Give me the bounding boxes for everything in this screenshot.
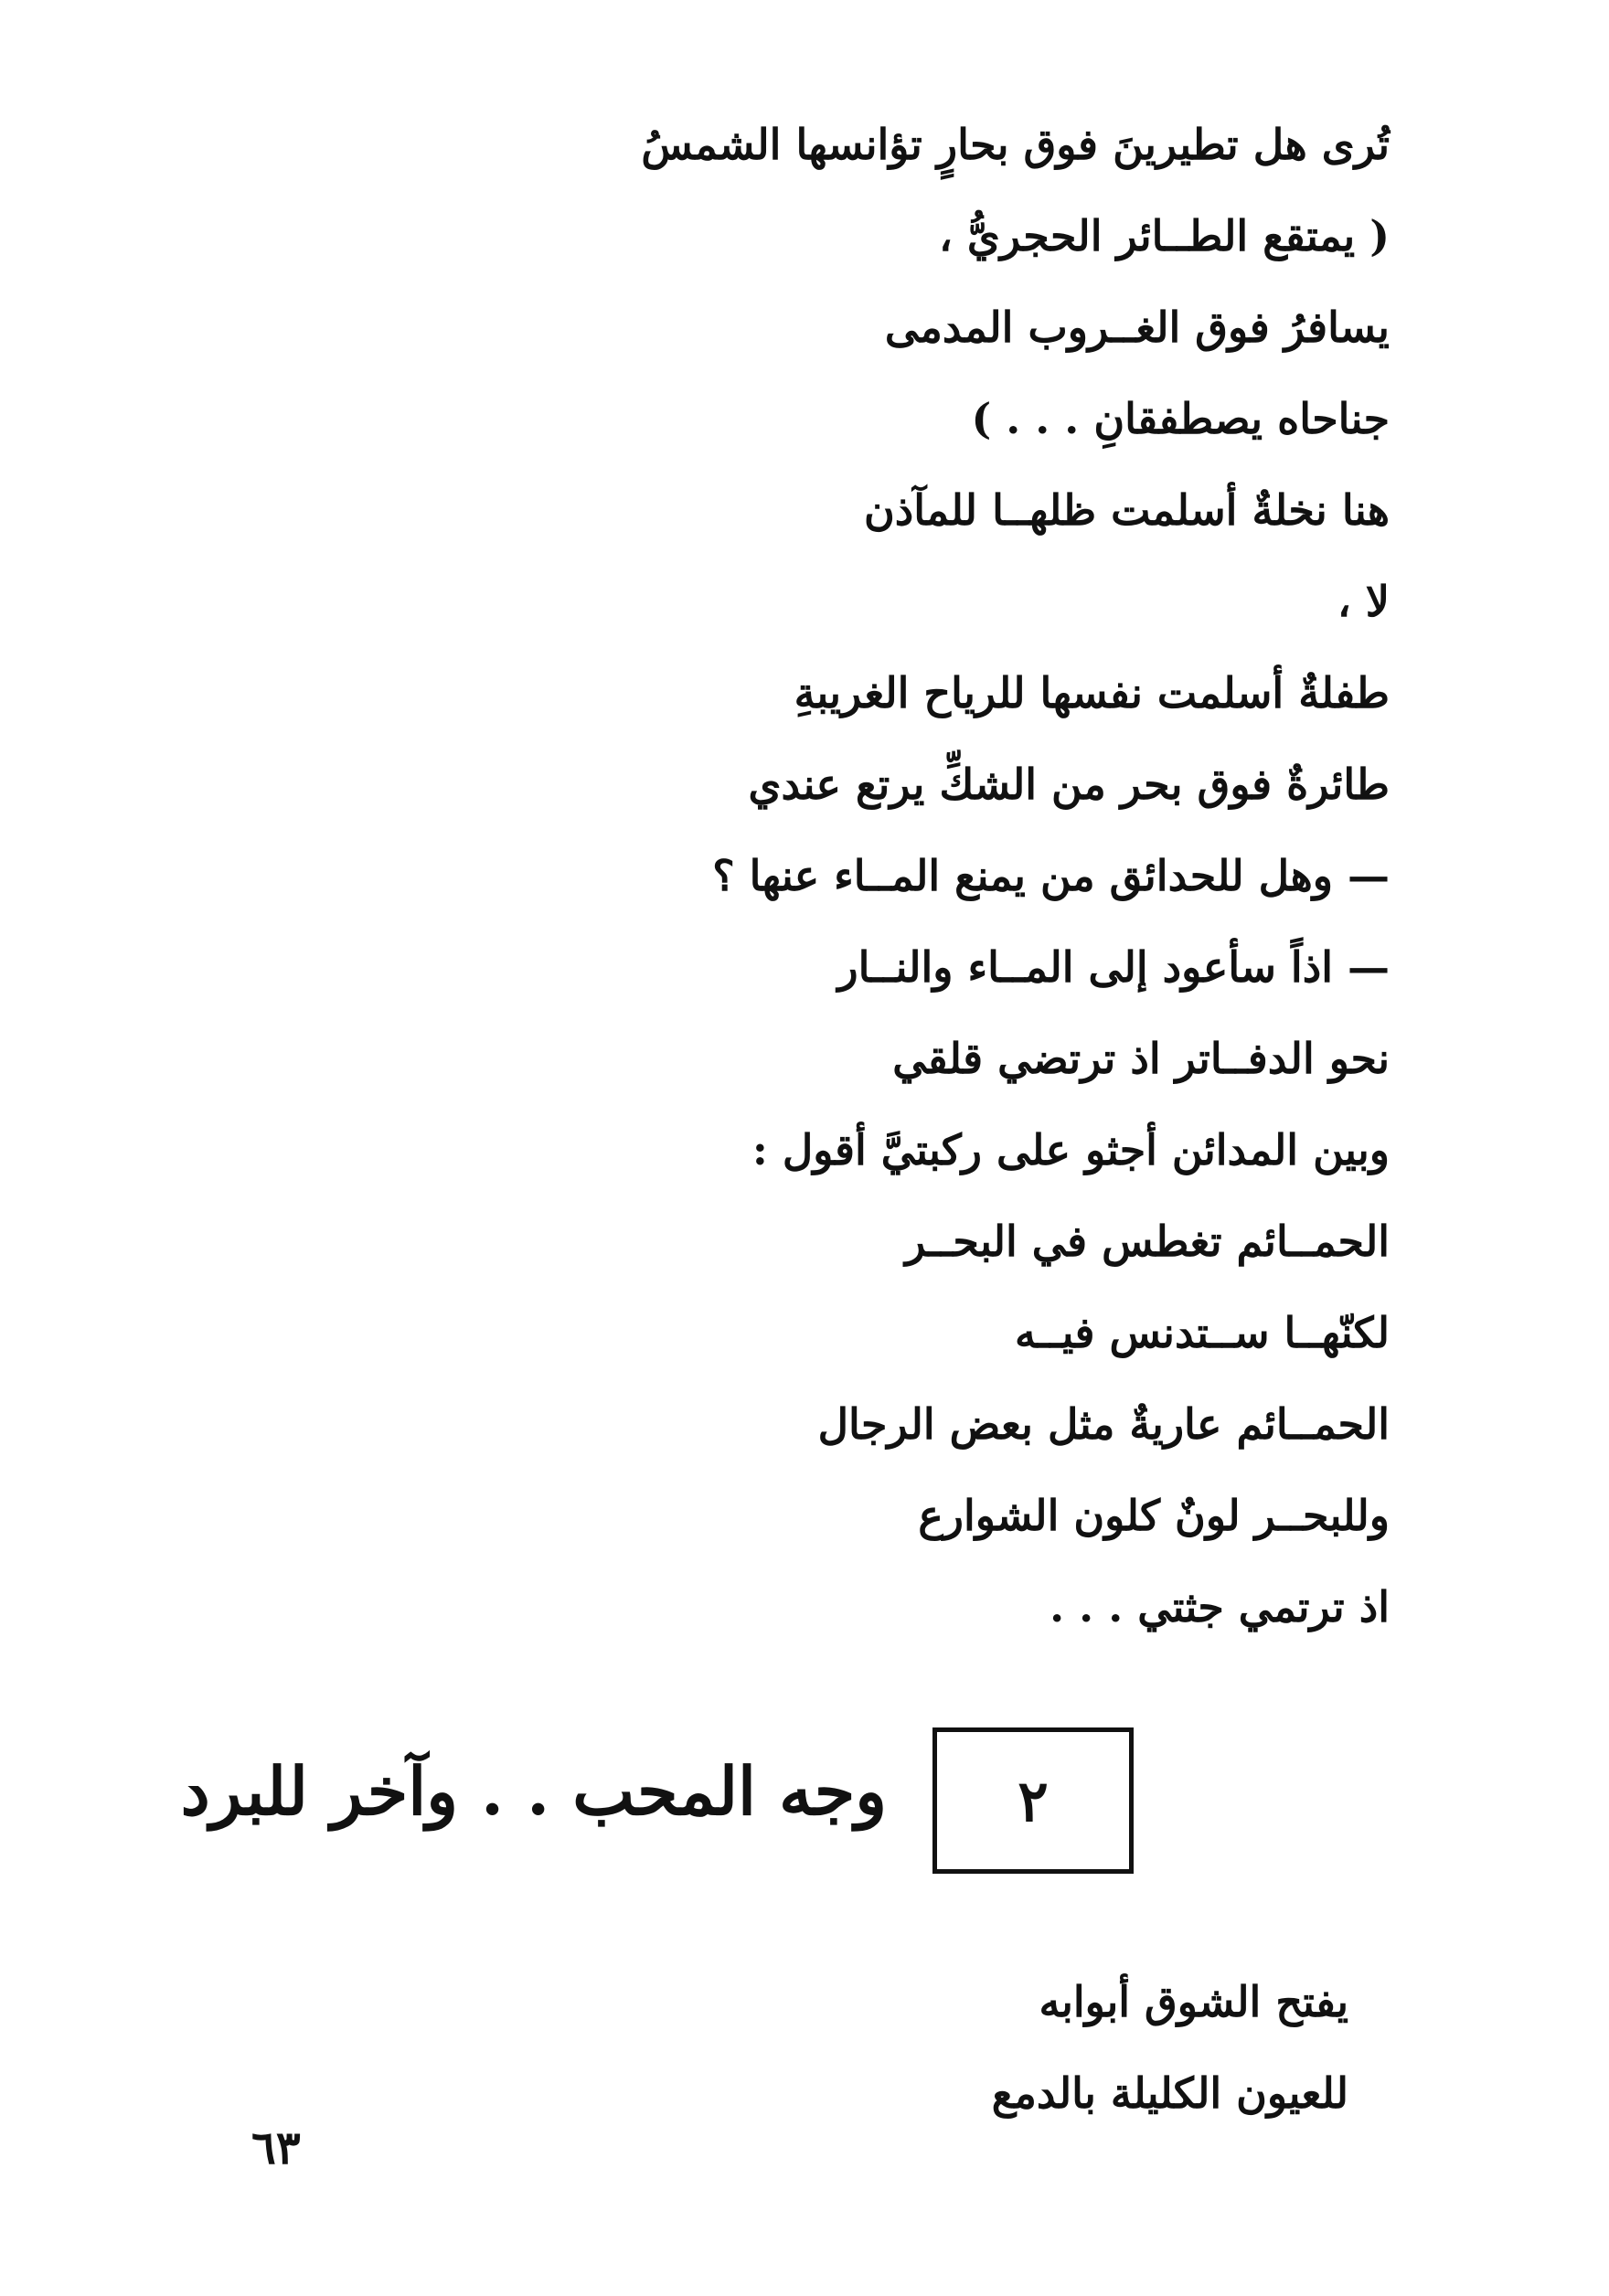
- poem-line: لكنّهــا ســتدنس فيــه: [1015, 1308, 1390, 1357]
- poem-line: لا ،: [1337, 577, 1390, 626]
- poem-line: تُرى هل تطيرينَ فوق بحارٍ تؤانسها الشمسُ: [641, 120, 1390, 169]
- section-number-box: [932, 1727, 1134, 1874]
- poem-line: للعيون الكليلة بالدمع: [991, 2068, 1348, 2118]
- poem-line: الحمــائم تغطس في البحــر: [905, 1217, 1390, 1266]
- poem-line: يفتح الشوق أبوابه: [1039, 1977, 1348, 2026]
- poem-stanza: [293, 99, 1390, 1653]
- poem-line: وللبحــر لونٌ كلون الشوارع: [918, 1491, 1390, 1540]
- section-number: ٢: [1018, 1767, 1049, 1834]
- poem-line: طائرةٌ فوق بحر من الشكِّ يرتع عندي: [748, 760, 1390, 809]
- poem-line: ( يمتقع الطــائر الحجريُّ ،: [939, 211, 1390, 260]
- poem-line: نحو الدفــاتر اذ ترتضي قلقي: [892, 1034, 1390, 1083]
- poem-line: جناحاه يصطفقانِ . . . ): [971, 394, 1390, 443]
- poem-line: هنا نخلةٌ أسلمت ظلهــا للمآذن: [863, 485, 1390, 535]
- page-number: ٦٣: [251, 2121, 301, 2174]
- poem-line: طفلةٌ أسلمت نفسها للرياح الغريبةِ: [794, 668, 1390, 718]
- section-title: وجه المحب . . وآخر للبرد: [180, 1752, 887, 1830]
- poem-line: اذ ترتمي جثتي . . .: [1050, 1582, 1390, 1632]
- poem-line: الحمــائم عاريةٌ مثل بعض الرجال: [817, 1399, 1390, 1449]
- poem-line: — اذاً سأعود إلى المــاء والنــار: [837, 942, 1390, 992]
- poem-line: — وهل للحدائق من يمنع المــاء عنها ؟: [712, 851, 1390, 900]
- poem-stanza-2: [434, 1956, 1348, 2139]
- poem-line: يسافرُ فوق الغــروب المدمى: [884, 303, 1390, 352]
- poem-line: وبين المدائن أجثو على ركبتيَّ أقول :: [751, 1125, 1390, 1175]
- section-heading: [180, 1727, 1134, 1883]
